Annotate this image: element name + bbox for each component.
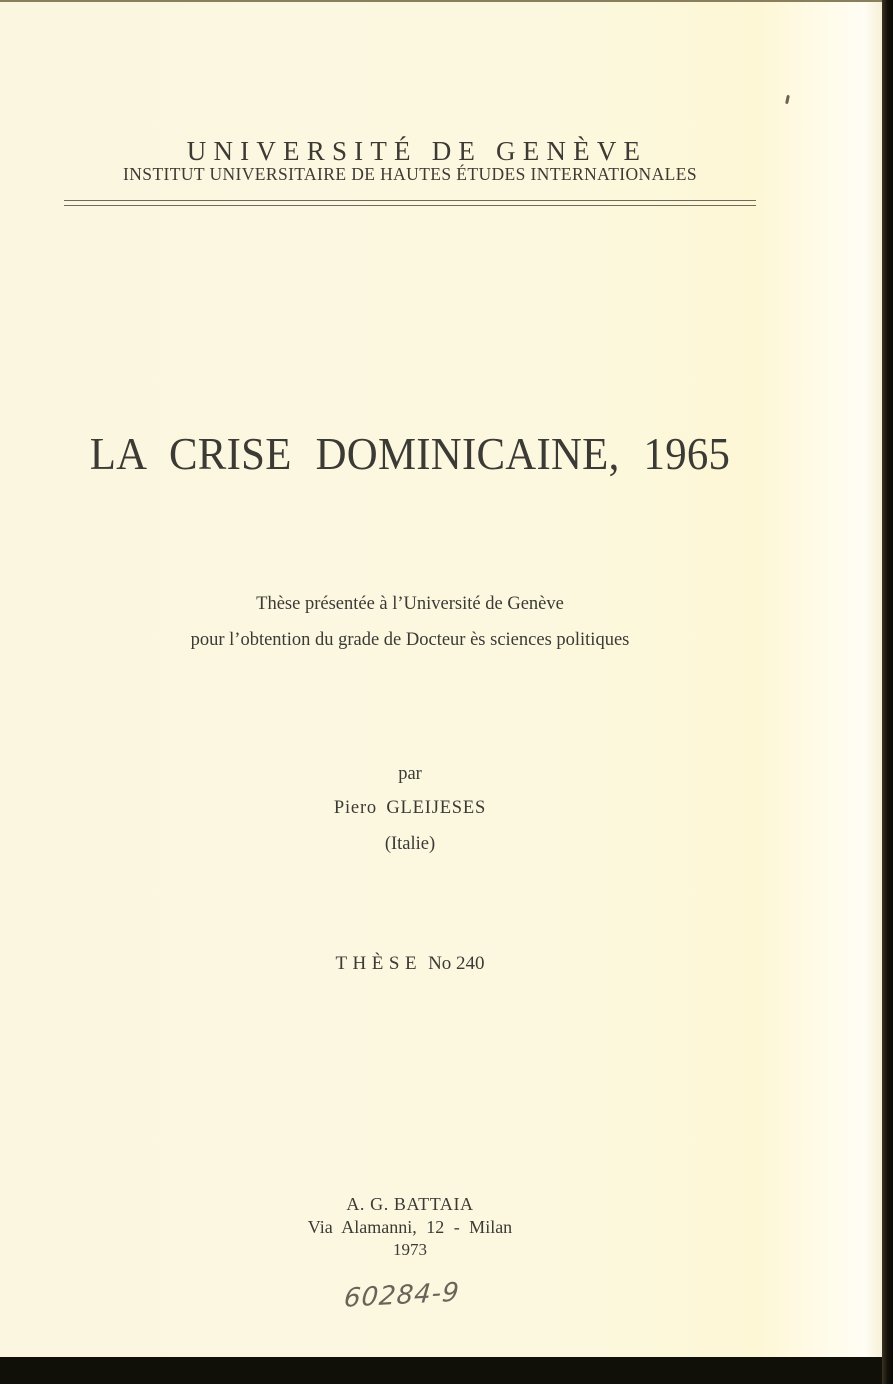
thesis-title: LA CRISE DOMINICAINE, 1965	[89, 428, 731, 479]
paper-speck	[785, 95, 790, 104]
author-name: Piero GLEIJESES	[333, 798, 487, 818]
publisher-address: Via Alamanni, 12 - Milan	[307, 1217, 513, 1237]
header-divider-top	[64, 200, 756, 201]
handwritten-call-number: 60284-9	[342, 1277, 461, 1314]
thesis-number-value: No 240	[428, 953, 485, 974]
by-label: par	[398, 764, 422, 784]
author-country: (Italie)	[384, 834, 436, 854]
thesis-number-label: THÈSE	[335, 953, 423, 974]
thesis-subtitle-line-2: pour l’obtention du grade de Docteur ès sciences politiques	[190, 630, 630, 650]
thesis-subtitle-line-1: Thèse présentée à l’Université de Genève	[256, 594, 564, 614]
publication-year: 1973	[393, 1240, 427, 1259]
university-name: UNIVERSITÉ DE GENÈVE	[186, 136, 648, 166]
thesis-number	[0, 952, 820, 976]
header-divider-bottom	[64, 205, 756, 206]
scan-edge-shadow	[882, 0, 893, 1384]
publisher-name: A. G. BATTAIA	[346, 1194, 474, 1214]
institute-name: INSTITUT UNIVERSITAIRE DE HAUTES ÉTUDES INTERNATIONALES	[123, 164, 697, 184]
